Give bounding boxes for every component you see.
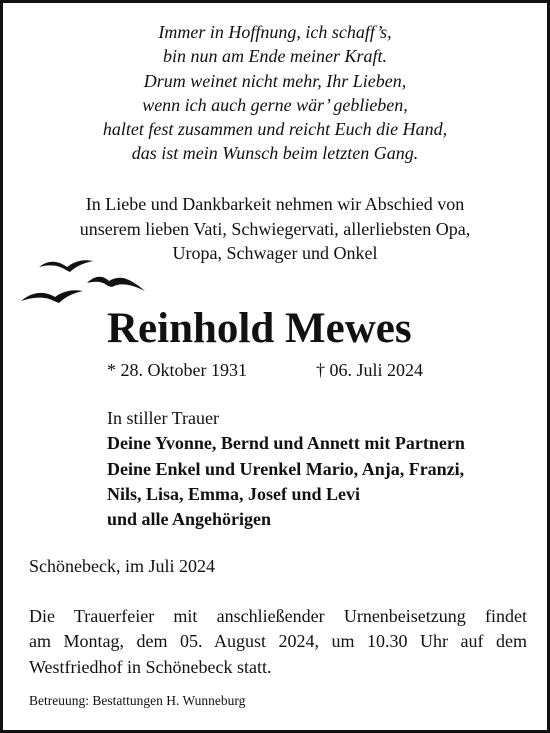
funeral-info (29, 604, 527, 680)
birth-date: * 28. Oktober 1931 (107, 360, 247, 380)
deceased-name: Reinhold Mewes (107, 305, 412, 352)
intro-line: unserem lieben Vati, Schwiegervati, allerliebsten Opa, (79, 218, 471, 239)
place-date: Schönebeck, im Juli 2024 (29, 556, 215, 576)
mourner-line: Nils, Lisa, Emma, Josef und Levi (107, 483, 361, 504)
poem (3, 20, 547, 166)
poem-line: wenn ich auch gerne wär’ geblieben, (142, 94, 408, 115)
intro-line: In Liebe und Dankbarkeit nehmen wir Abschied von (85, 194, 465, 214)
poem-line: haltet fest zusammen und reicht Euch die Hand, (102, 119, 448, 140)
poem-line: Immer in Hoffnung, ich schaff’s, (158, 22, 392, 42)
bird-icon (87, 277, 145, 291)
bird-icon (21, 290, 83, 303)
intro-line: Uropa, Schwager und Onkel (172, 243, 378, 263)
funeral-line: Westfriedhof in Schönebeck statt. (29, 656, 272, 677)
mourner-line: Deine Yvonne, Bernd und Annett mit Partnern (107, 433, 465, 454)
death-date: † 06. Juli 2024 (316, 360, 424, 380)
funeral-line: Die Trauerfeier mit anschließender Urnenbeisetzung findet (29, 606, 527, 626)
funeral-line: am Montag, dem 05. August 2024, um 10.30 Uhr auf dem (29, 631, 527, 652)
poem-line: Drum weinet nicht mehr, Ihr Lieben, (143, 70, 407, 91)
poem-line: bin nun am Ende meiner Kraft. (163, 46, 387, 67)
funeral-home-credit: Betreuung: Bestattungen H. Wunneburg (29, 693, 246, 708)
mourners-intro: In stiller Trauer (107, 408, 219, 428)
mourner-line: und alle Angehörigen (107, 509, 272, 530)
mourners (107, 406, 465, 532)
bird-icon (39, 260, 93, 272)
mourner-line: Deine Enkel und Urenkel Mario, Anja, Franzi, (107, 458, 465, 479)
poem-line: das ist mein Wunsch beim letzten Gang. (131, 143, 419, 164)
